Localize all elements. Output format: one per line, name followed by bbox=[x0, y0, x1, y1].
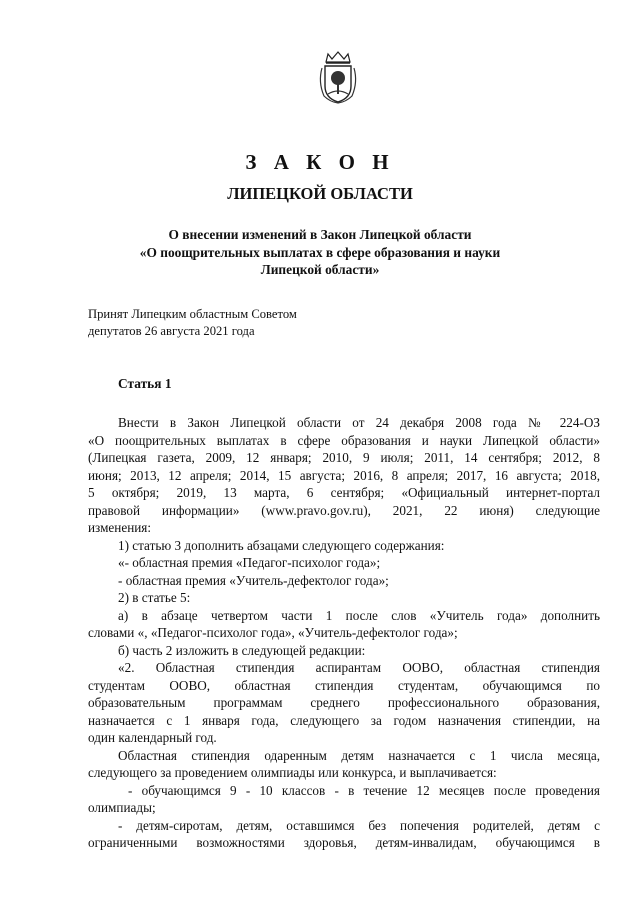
body-line: образовательным программам среднего профессионального образования, bbox=[88, 695, 600, 710]
body-line: «2. Областная стипендия аспирантам ООВО, областная стипендия bbox=[118, 660, 600, 675]
heading-line: «О поощрительных выплатах в сфере образования и науки bbox=[139, 244, 501, 260]
article-body bbox=[88, 414, 600, 852]
body-line: один календарный год. bbox=[88, 730, 217, 745]
body-line: словами «, «Педагог-психолог года», «Учитель-дефектолог года»; bbox=[88, 625, 458, 640]
document-title: З А К О Н bbox=[245, 150, 395, 174]
body-line: 2) в статье 5: bbox=[118, 590, 191, 605]
adoption-line: депутатов 26 августа 2021 года bbox=[88, 324, 255, 338]
body-line: 1) статью 3 дополнить абзацами следующего содержания: bbox=[118, 537, 445, 553]
body-line: - областная премия «Учитель-дефектолог года»; bbox=[118, 572, 389, 588]
body-line: (Липецкая газета, 2009, 12 января; 2010, 9 июля; 2011, 14 сентября; 2012, 8 bbox=[88, 450, 600, 465]
heading-line: О внесении изменений в Закон Липецкой области bbox=[168, 227, 472, 242]
law-heading bbox=[60, 226, 580, 279]
body-line: изменения: bbox=[88, 520, 152, 535]
document-subtitle: ЛИПЕЦКОЙ ОБЛАСТИ bbox=[227, 184, 413, 203]
coat-of-arms-icon bbox=[316, 50, 360, 104]
body-line: «- областная премия «Педагог-психолог года»; bbox=[118, 555, 381, 570]
article-title: Статья 1 bbox=[118, 376, 172, 391]
body-line: ограниченными возможностями здоровья, детям-инвалидам, обучающимся в bbox=[88, 835, 600, 850]
adoption-note bbox=[88, 306, 297, 340]
body-line: а) в абзаце четвертом части 1 после слов «Учитель года» дополнить bbox=[118, 607, 600, 623]
body-line: следующего за проведением олимпиады или конкурса, и выплачивается: bbox=[88, 765, 497, 780]
adoption-line: Принят Липецким областным Советом bbox=[88, 307, 297, 321]
heading-line: Липецкой области» bbox=[260, 262, 380, 277]
body-line: Внести в Закон Липецкой области от 24 декабря 2008 года № 224-ОЗ bbox=[118, 415, 600, 430]
body-line: студентам ООВО, областная стипендия студентам, обучающимся по bbox=[88, 677, 600, 693]
body-line: Областная стипендия одаренным детям назначается с 1 числа месяца, bbox=[118, 747, 600, 763]
body-line: правовой информации» (www.pravo.gov.ru), 2021, 22 июня) следующие bbox=[88, 502, 600, 518]
body-line: - детям-сиротам, детям, оставшимся без попечения родителей, детям с bbox=[118, 817, 600, 833]
body-line: - обучающимся 9 - 10 классов - в течение 12 месяцев после проведения bbox=[128, 782, 600, 798]
body-line: июня; 2013, 12 апреля; 2014, 15 августа; 2016, 8 апреля; 2017, 16 августа; 2018, bbox=[88, 467, 600, 483]
body-line: олимпиады; bbox=[88, 800, 156, 815]
body-line: б) часть 2 изложить в следующей редакции: bbox=[118, 642, 366, 658]
body-line: назначается с 1 января года, следующего за годом назначения стипендии, на bbox=[88, 712, 600, 728]
body-line: «О поощрительных выплатах в сфере образования и науки Липецкой области» bbox=[88, 432, 600, 448]
body-line: 5 октября; 2019, 13 марта, 6 сентября; «Официальный интернет-портал bbox=[88, 485, 600, 500]
